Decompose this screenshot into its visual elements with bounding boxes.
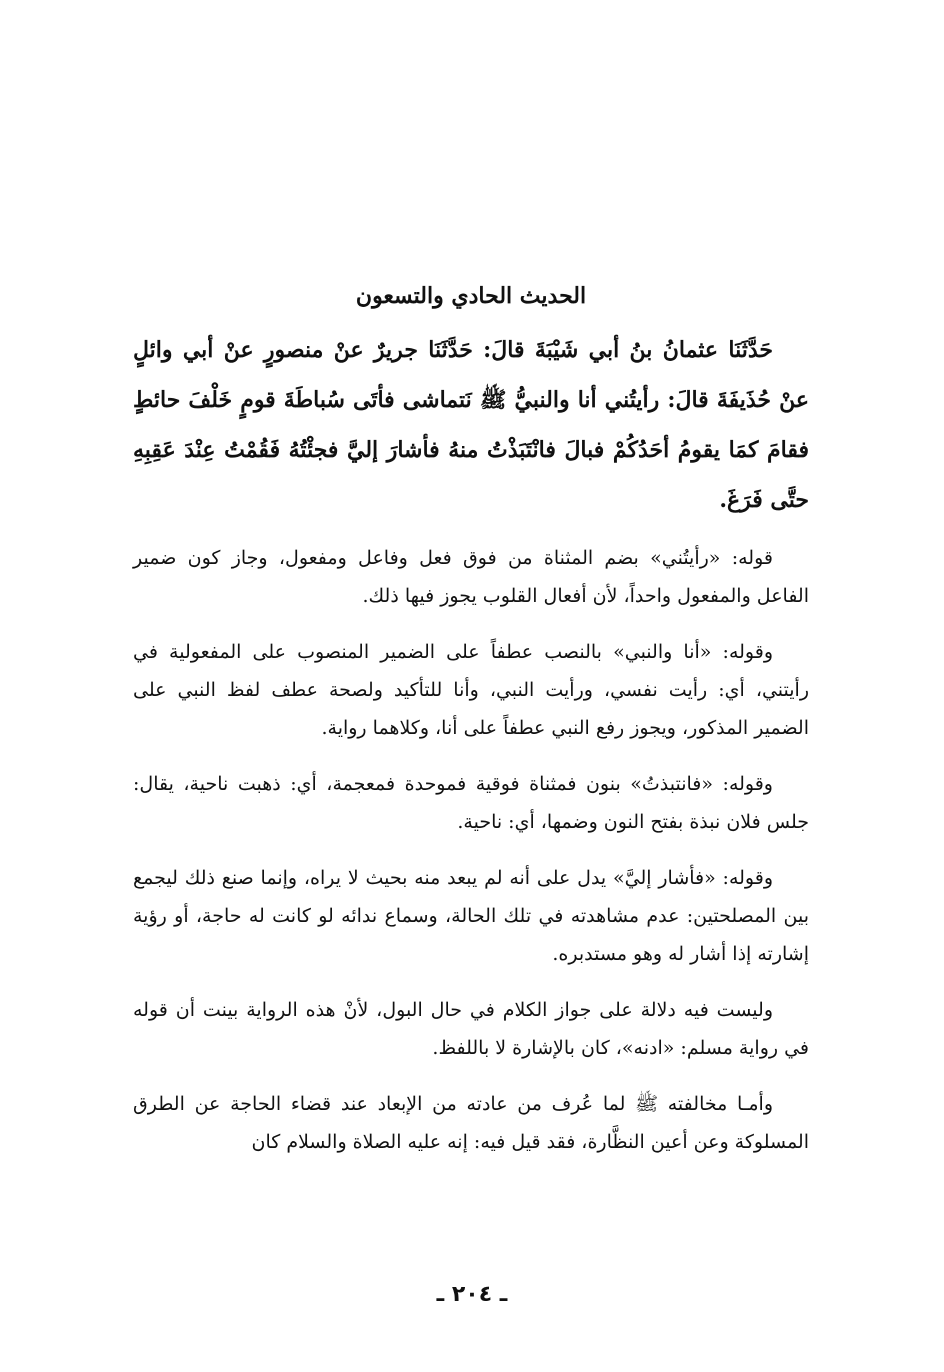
commentary-paragraph-2: وقوله: «أنا والنبي» بالنصب عطفاً على الضمير المنصوب على المفعولية في رأيتني، أي: رأيت نفسي، ورأيت النبي، وأنا للتأكيد ولصحة عطف لفظ النبي على الضمير المذكور، ويجوز رفع النبي عطفاً على أنا، وكلاهما رواية. [133,641,809,739]
hadith-heading: الحديث الحادي والتسعون [355,283,587,309]
hadith-text: حَدَّثَنَا عثمانُ بنُ أبي شَيْبَةَ قالَ: حَدَّثَنَا جريرٌ عنْ منصورٍ عنْ أبي وائلٍ عنْ حُذَيفَةَ قالَ: رأيتُني أنا والنبيُّ ﷺ نَتماشى فأتَى سُباطَةَ قومٍ خَلْفَ حائطٍ فقامَ كمَا يقومُ أحَدُكُمْ فبالَ فانْتَبَذْتُ منهُ فأشارَ إليَّ فجئْتُهُ فَقُمْتُ عِنْدَ عَقِبِهِ حتَّى فَرَغَ. [133,337,809,513]
commentary-paragraph-3: وقوله: «فانتبذتُ» بنون فمثناة فوقية فموحدة فمعجمة، أي: ذهبت ناحية، يقال: جلس فلان نبذة بفتح النون وضمها، أي: ناحية. [133,773,809,833]
commentary-paragraph-1: قوله: «رأيتُني» بضم المثناة من فوق فعل وفاعل ومفعول، وجاز كون ضمير الفاعل والمفعول واحداً، لأن أفعال القلوب يجوز فيها ذلك. [133,547,809,607]
commentary-paragraph-5: وليست فيه دلالة على جواز الكلام في حال البول، لأنْ هذه الرواية بينت أن قوله في رواية مسلم: «ادنه»، كان بالإشارة لا باللفظ. [133,999,809,1059]
page-content [133,275,809,1179]
commentary-paragraph-6: وأمـا مخالفته ﷺ لما عُرف من عادته من الإبعاد عند قضاء الحاجة عن الطرق المسلوكة وعن أعين النظَّارة، فقد قيل فيه: إنه عليه الصلاة والسلام كان [133,1093,809,1153]
page-number: ـ ٢٠٤ ـ [436,1282,508,1307]
commentary-paragraph-4: وقوله: «فأشار إليَّ» يدل على أنه لم يبعد منه بحيث لا يراه، وإنما صنع ذلك ليجمع بين المصلحتين: عدم مشاهدته في تلك الحالة، وسماع ندائه لو كانت له حاجة، أو رؤية إشارته إذا أشار له وهو مستدبره. [133,867,809,965]
